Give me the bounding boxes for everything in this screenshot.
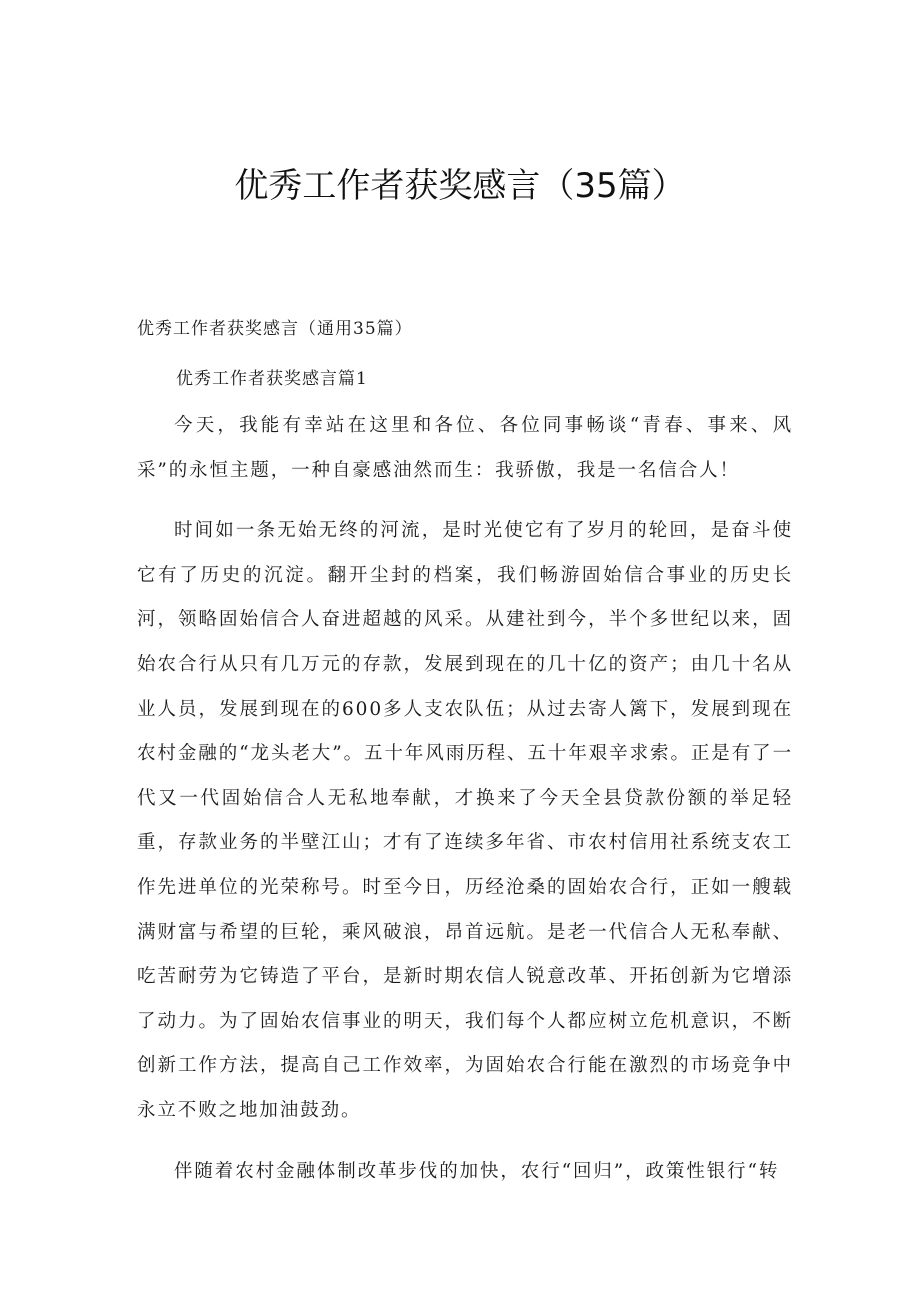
document-title: 优秀工作者获奖感言（35篇） (234, 166, 686, 206)
body-paragraph: 今天，我能有幸站在这里和各位、各位同事畅谈“青春、事来、风采”的永恒主题，一种自豪感油然而生：我骄傲，我是一名信合人！ (137, 415, 793, 481)
article-body (137, 404, 793, 1210)
body-paragraph: 伴随着农村金融体制改革步伐的加快，农行“回归”，政策性银行“转 (174, 1160, 780, 1182)
document-subtitle: 优秀工作者获奖感言（通用35篇） (137, 319, 413, 339)
article-heading: 优秀工作者获奖感言篇1 (176, 369, 368, 389)
body-paragraph: 时间如一条无始无终的河流，是时光使它有了岁月的轮回，是奋斗使它有了历史的沉淀。翻开尘封的档案，我们畅游固始信合事业的历史长河，领略固始信合人奋进超越的风采。从建社到今，半个多世纪以来，固始农合行从只有几万元的存款，发展到现在的几十亿的资产；由几十名从业人员，发展到现在的600多人支农队伍；从过去寄人篱下，发展到现在农村金融的“龙头老大”。五十年风雨历程、五十年艰辛求索。正是有了一代又一代固始信合人无私地奉献，才换来了今天全县贷款份额的举足轻重，存款业务的半壁江山；才有了连续多年省、市农村信用社系统支农工作先进单位的光荣称号。时至今日，历经沧桑的固始农合行，正如一艘载满财富与希望的巨轮，乘风破浪，昂首远航。是老一代信合人无私奉献、吃苦耐劳为它铸造了平台，是新时期农信人锐意改革、开拓创新为它增添了动力。为了固始农信事业的明天，我们每个人都应树立危机意识，不断创新工作方法，提高自己工作效率，为固始农合行能在激烈的市场竞争中永立不败之地加油鼓劲。 (137, 520, 793, 1121)
